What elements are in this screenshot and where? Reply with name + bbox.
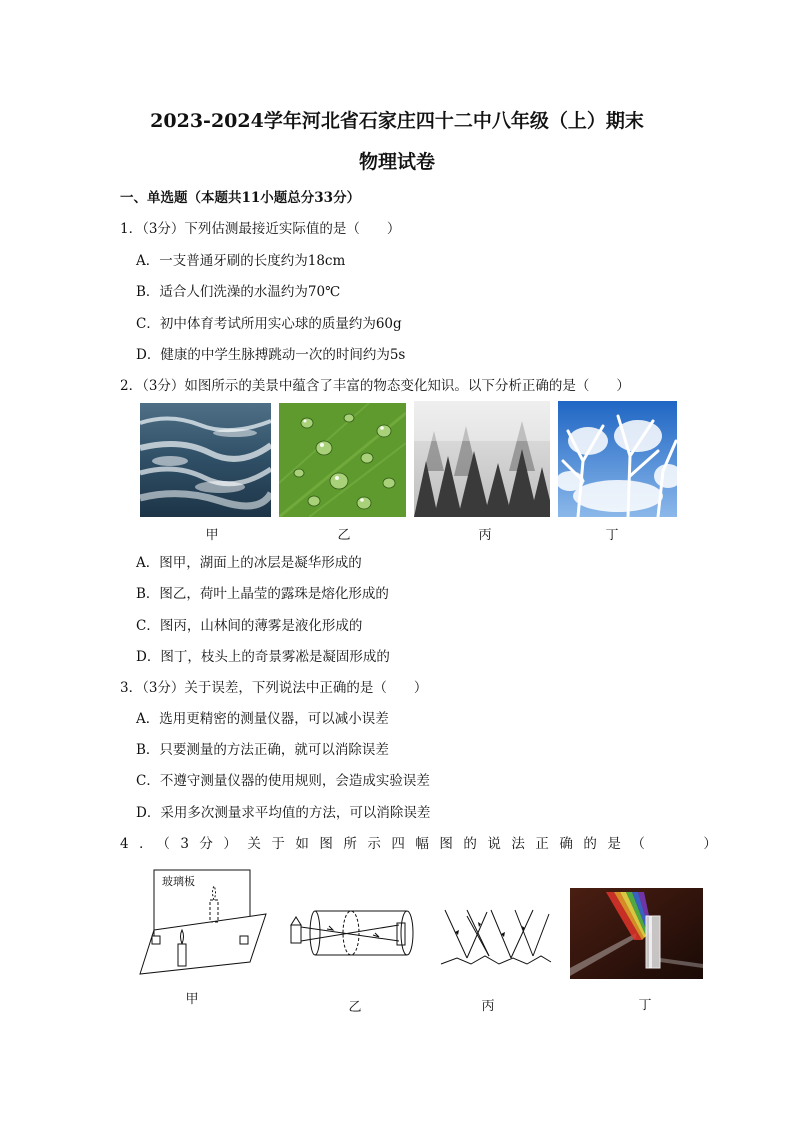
- figure-caption-bing: 丙: [478, 528, 492, 543]
- figure-caption-jia: 甲: [205, 528, 219, 543]
- question-1-option-c: C．初中体育考试所用实心球的质量约为60g: [136, 316, 402, 332]
- dew-drops-photo: [279, 403, 406, 517]
- figure-caption-bing-q4: 丙: [481, 999, 495, 1014]
- foggy-forest-photo: [414, 401, 550, 517]
- question-4-stem: 4．（3分）关于如图所示四幅图的说法正确的是（ ）: [120, 836, 728, 852]
- question-2-option-b: B．图乙，荷叶上晶莹的露珠是熔化形成的: [136, 586, 389, 602]
- question-1-stem: 1．（3分）下列估测最接近实际值的是（ ）: [120, 221, 401, 237]
- figure-caption-yi: 乙: [337, 528, 351, 543]
- question-2-option-c: C．图丙，山林间的薄雾是液化形成的: [136, 618, 363, 634]
- plane-mirror-diagram: [136, 866, 270, 978]
- glass-plate-label: 玻璃板: [162, 875, 195, 888]
- question-3-option-c: C．不遵守测量仪器的使用规则，会造成实验误差: [136, 773, 430, 789]
- figure-caption-jia-q4: 甲: [185, 992, 199, 1007]
- section-heading: 一、单选题（本题共11小题总分33分）: [120, 190, 361, 206]
- question-3-option-d: D．采用多次测量求平均值的方法，可以消除误差: [136, 805, 431, 821]
- question-2-option-a: A．图甲，湖面上的冰层是凝华形成的: [136, 555, 362, 571]
- page-subtitle: 物理试卷: [358, 151, 435, 173]
- frozen-lake-photo: [140, 403, 271, 517]
- rime-trees-photo: [558, 401, 677, 517]
- question-3-stem: 3．（3分）关于误差，下列说法中正确的是（ ）: [120, 680, 428, 696]
- diffuse-reflection-diagram: [437, 906, 555, 968]
- question-1-option-b: B．适合人们洗澡的水温约为70℃: [136, 284, 341, 300]
- camera-model-diagram: [287, 903, 421, 963]
- figure-caption-ding-q4: 丁: [638, 998, 652, 1013]
- figure-caption-yi-q4: 乙: [348, 1000, 362, 1015]
- question-1-option-d: D．健康的中学生脉搏跳动一次的时间约为5s: [136, 347, 406, 363]
- question-3-option-b: B．只要测量的方法正确，就可以消除误差: [136, 742, 389, 758]
- question-2-stem: 2．（3分）如图所示的美景中蕴含了丰富的物态变化知识。以下分析正确的是（ ）: [120, 378, 630, 394]
- question-2-option-d: D．图丁，枝头上的奇景雾凇是凝固形成的: [136, 649, 390, 665]
- question-1-option-a: A．一支普通牙刷的长度约为18cm: [136, 253, 346, 269]
- figure-caption-ding: 丁: [605, 528, 619, 543]
- page-title: 2023-2024学年河北省石家庄四十二中八年级（上）期末: [150, 110, 644, 132]
- question-3-option-a: A．选用更精密的测量仪器，可以减小误差: [136, 711, 389, 727]
- prism-dispersion-photo: [570, 888, 703, 979]
